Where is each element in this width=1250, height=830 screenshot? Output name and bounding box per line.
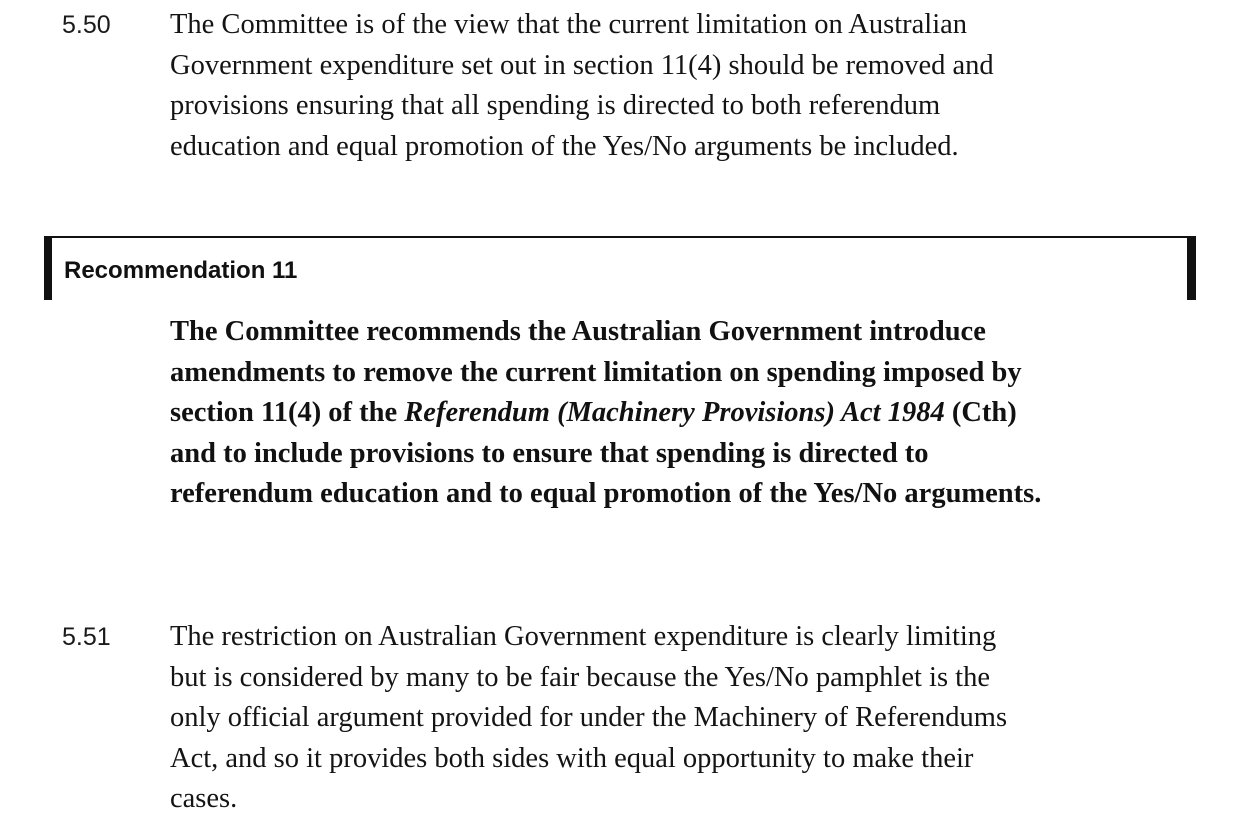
paragraph-line: Act, and so it provides both sides with equal opportunity to make their	[170, 742, 974, 774]
paragraph-line: The restriction on Australian Government expenditure is clearly limiting	[170, 621, 997, 652]
paragraph-line: but is considered by many to be fair because the Yes/No pamphlet is the	[170, 661, 990, 693]
paragraph-line: only official argument provided for under the Machinery of Referendums	[170, 702, 1008, 733]
paragraph-text	[170, 5, 1170, 167]
recommendation-text	[170, 312, 1210, 515]
paragraph-number: 5.51	[62, 623, 111, 651]
recommendation-line: referendum education and to equal promotion of the Yes/No arguments.	[170, 478, 1042, 509]
paragraph-line: Government expenditure set out in section 11(4) should be removed and	[170, 49, 994, 81]
recommendation-line	[170, 393, 1210, 434]
recommendation-left-bar	[44, 238, 52, 300]
recommendation-box	[44, 236, 1196, 300]
paragraph-line: provisions ensuring that all spending is directed to both referendum	[170, 90, 941, 121]
recommendation-line: The Committee recommends the Australian Government introduce	[170, 316, 986, 347]
recommendation-heading: Recommendation 11	[64, 257, 298, 284]
recommendation-line-segment: section 11(4) of the	[170, 397, 405, 428]
paragraph-text	[170, 617, 1170, 820]
paragraph-line: education and equal promotion of the Yes/No arguments be included.	[170, 130, 959, 162]
paragraph-line: The Committee is of the view that the current limitation on Australian	[170, 9, 968, 40]
recommendation-right-bar	[1187, 238, 1196, 300]
recommendation-line: amendments to remove the current limitation on spending imposed by	[170, 356, 1022, 388]
recommendation-line-segment: (Cth)	[944, 397, 1017, 428]
act-title: Referendum (Machinery Provisions) Act 1984	[404, 397, 945, 428]
recommendation-line: and to include provisions to ensure that spending is directed to	[170, 437, 929, 469]
paragraph-line: cases.	[170, 783, 238, 814]
paragraph-number: 5.50	[62, 11, 111, 39]
